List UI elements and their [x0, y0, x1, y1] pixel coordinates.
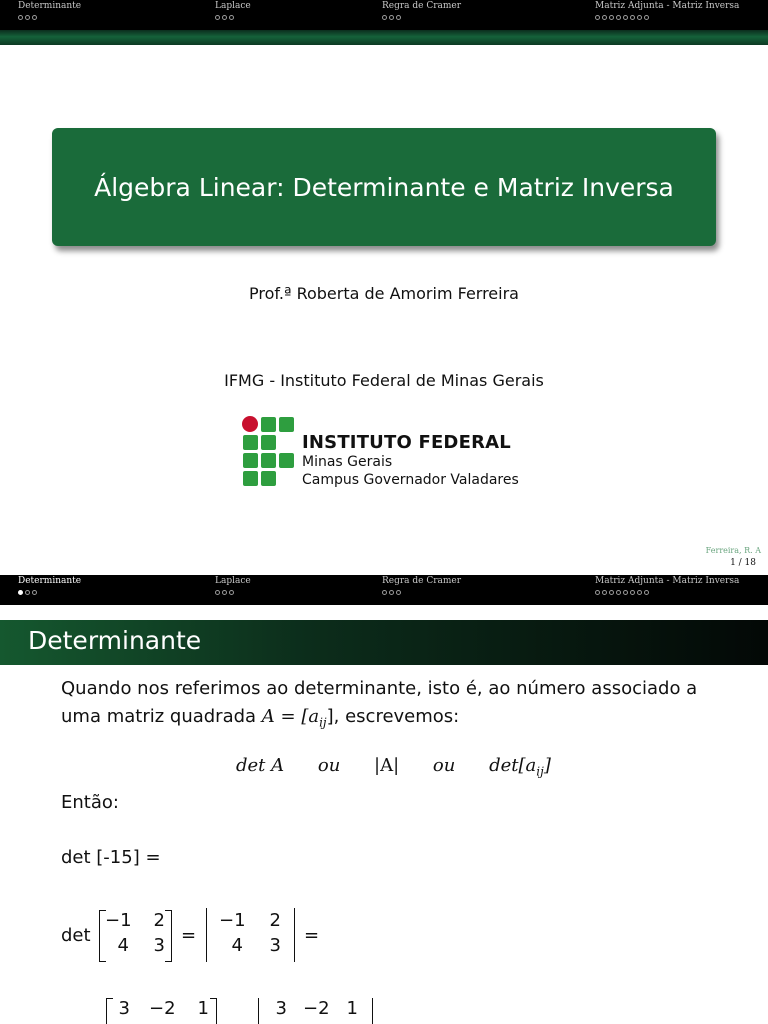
progress-dot[interactable] — [623, 15, 628, 20]
nav-progress-dots — [215, 15, 251, 20]
matrix-cell: 4 — [117, 935, 129, 956]
entao-label: Então: — [61, 792, 119, 813]
det-label: det — [61, 925, 91, 946]
matrix-cell: 3 — [153, 935, 165, 956]
title-box — [52, 128, 716, 246]
author-name: Prof.ª Roberta de Amorim Ferreira — [249, 284, 519, 303]
intro-line-2-text: uma matriz quadrada — [61, 706, 262, 727]
progress-dot[interactable] — [644, 590, 649, 595]
nav-section-title: Regra de Cramer — [382, 576, 462, 586]
progress-dot[interactable] — [222, 590, 227, 595]
frame-title: Determinante — [28, 626, 202, 655]
progress-dot[interactable] — [32, 15, 37, 20]
progress-dot[interactable] — [32, 590, 37, 595]
frame-title-bar — [0, 620, 768, 665]
nav-section-title: Determinante — [18, 1, 82, 11]
progress-dot[interactable] — [595, 15, 600, 20]
nav-section-cramer[interactable] — [382, 576, 461, 595]
nav-section-adjunta[interactable] — [595, 1, 739, 20]
progress-dot[interactable] — [382, 15, 387, 20]
matrix-cell: −2 — [149, 998, 176, 1019]
matrix-notation: A = [a — [261, 706, 320, 727]
det-cell: 3 — [269, 935, 281, 956]
progress-dot[interactable] — [644, 15, 649, 20]
progress-dot[interactable] — [602, 15, 607, 20]
logo-square — [279, 453, 294, 468]
nav-section-title: Matriz Adjunta - Matriz Inversa — [595, 1, 740, 11]
progress-dot[interactable] — [215, 590, 220, 595]
formula-ou: ou — [317, 755, 341, 776]
logo-square — [261, 453, 276, 468]
progress-dot[interactable] — [630, 590, 635, 595]
progress-dot[interactable] — [389, 15, 394, 20]
nav-progress-dots — [18, 590, 81, 595]
intro-line-2 — [61, 703, 721, 737]
logo-red-circle — [242, 416, 258, 432]
nav-progress-dots — [382, 590, 461, 595]
slide-content — [61, 675, 721, 1019]
determinante-slide — [0, 575, 768, 1024]
progress-dot[interactable] — [396, 15, 401, 20]
presentation-title: Álgebra Linear: Determinante e Matriz Inversa — [94, 172, 674, 202]
institute-name: IFMG - Instituto Federal de Minas Gerais — [224, 371, 544, 390]
progress-dot[interactable] — [215, 15, 220, 20]
det-bar-right — [372, 998, 373, 1024]
logo-title: INSTITUTO FEDERAL — [302, 432, 511, 453]
det-cell: 3 — [275, 998, 287, 1019]
progress-dot[interactable] — [222, 15, 227, 20]
intro-line-1: Quando nos referimos ao determinante, isto é, ao número associado a — [61, 678, 698, 699]
det-bar-right — [294, 908, 295, 962]
det-example-1: det [-15] = — [61, 847, 161, 868]
progress-dot[interactable] — [25, 15, 30, 20]
progress-dot[interactable] — [396, 590, 401, 595]
navigation-bar — [0, 575, 768, 605]
page-number: 1 / 18 — [730, 558, 756, 568]
nav-section-title: Laplace — [215, 1, 251, 11]
logo-square — [261, 435, 276, 450]
progress-dot[interactable] — [602, 590, 607, 595]
matrix-subscript: ij — [319, 715, 327, 730]
progress-dot[interactable] — [595, 590, 600, 595]
matrix-cell: 1 — [197, 998, 209, 1019]
formula-det-aij — [489, 755, 551, 779]
progress-dot[interactable] — [229, 15, 234, 20]
right-bracket — [165, 910, 172, 962]
nav-section-title: Determinante — [18, 576, 82, 586]
formula-det-a: det A — [236, 755, 285, 776]
header-separator — [0, 30, 768, 45]
intro-line-2-end: ], escrevemos: — [326, 706, 460, 727]
logo-square — [243, 471, 258, 486]
right-bracket — [210, 998, 217, 1024]
progress-dot[interactable] — [637, 15, 642, 20]
progress-dot[interactable] — [18, 15, 23, 20]
nav-section-title: Matriz Adjunta - Matriz Inversa — [595, 576, 740, 586]
nav-progress-dots — [215, 590, 251, 595]
logo-square — [243, 453, 258, 468]
formula-subscript: ij — [536, 764, 544, 779]
formula-ou: ou — [432, 755, 456, 776]
progress-dot-current[interactable] — [18, 590, 23, 595]
progress-dot[interactable] — [616, 15, 621, 20]
formula-det-aij-text: det[a — [489, 755, 537, 776]
det-bar-left — [206, 908, 207, 962]
det-cell: −1 — [219, 910, 246, 931]
progress-dot[interactable] — [616, 590, 621, 595]
nav-section-laplace[interactable] — [215, 1, 251, 20]
logo-square — [261, 417, 276, 432]
progress-dot[interactable] — [389, 590, 394, 595]
det-cell: 1 — [346, 998, 358, 1019]
logo-square — [261, 471, 276, 486]
institute-logo — [242, 416, 542, 496]
nav-progress-dots — [382, 15, 461, 20]
formula-close: ] — [543, 755, 551, 776]
logo-square — [279, 417, 294, 432]
nav-section-determinante[interactable] — [18, 576, 81, 595]
matrix-cell: −1 — [105, 910, 132, 931]
navigation-bar — [0, 0, 768, 30]
logo-square — [243, 435, 258, 450]
matrix-cell: 3 — [118, 998, 130, 1019]
progress-dot[interactable] — [382, 590, 387, 595]
progress-dot[interactable] — [229, 590, 234, 595]
progress-dot[interactable] — [623, 590, 628, 595]
nav-progress-dots — [595, 15, 739, 20]
nav-section-title: Regra de Cramer — [382, 1, 462, 11]
formula-abs-a: |A| — [374, 755, 400, 776]
det-bar-left — [258, 998, 259, 1024]
progress-dot[interactable] — [609, 590, 614, 595]
nav-progress-dots — [595, 590, 739, 595]
notation-formula — [236, 755, 551, 779]
intro-paragraph — [61, 675, 721, 737]
nav-section-cramer[interactable] — [382, 1, 461, 20]
logo-subtitle: Minas Gerais — [302, 454, 393, 470]
det-cell: 4 — [231, 935, 243, 956]
equals-sign: = — [181, 925, 197, 946]
nav-section-determinante[interactable] — [18, 1, 81, 20]
progress-dot[interactable] — [25, 590, 30, 595]
nav-section-adjunta[interactable] — [595, 576, 739, 595]
progress-dot[interactable] — [637, 590, 642, 595]
progress-dot[interactable] — [630, 15, 635, 20]
logo-campus: Campus Governador Valadares — [302, 472, 519, 488]
det-cell: 2 — [269, 910, 281, 931]
det-cell: −2 — [303, 998, 330, 1019]
nav-progress-dots — [18, 15, 81, 20]
nav-section-laplace[interactable] — [215, 576, 251, 595]
nav-section-title: Laplace — [215, 576, 251, 586]
matrix-cell: 2 — [153, 910, 165, 931]
footer-author: Ferreira, R. A — [705, 546, 761, 555]
progress-dot[interactable] — [609, 15, 614, 20]
equals-sign: = — [304, 925, 320, 946]
